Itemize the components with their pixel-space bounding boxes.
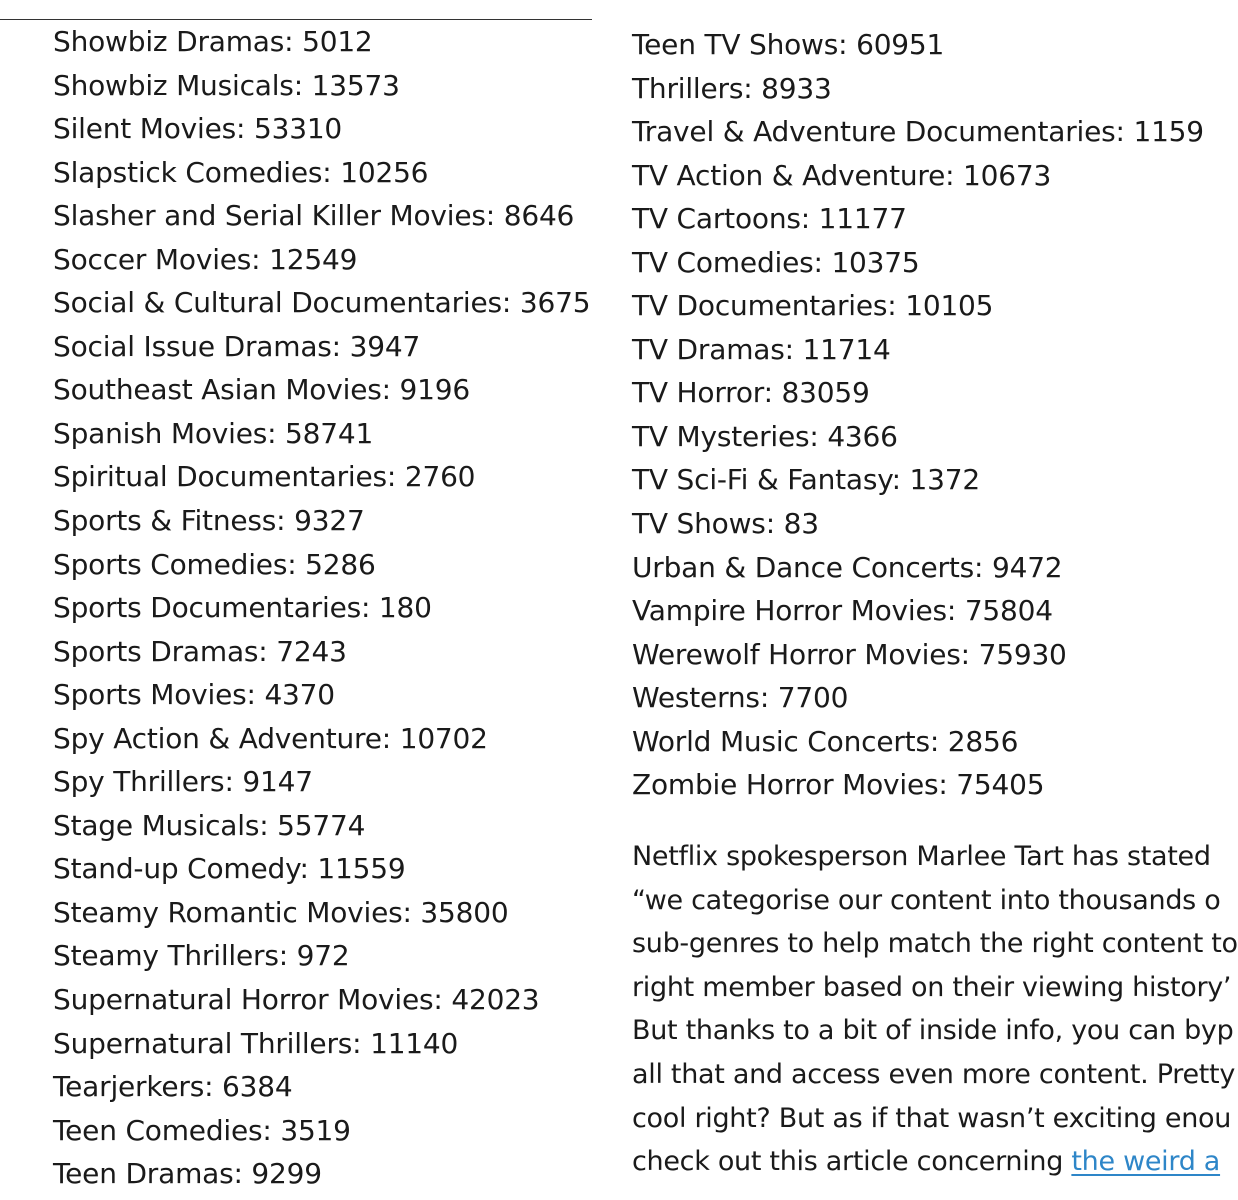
genre-list-item: Stage Musicals: 55774 [53,808,366,842]
genre-list-item: Southeast Asian Movies: 9196 [53,373,470,407]
paragraph-line: right member based on their viewing history’ [632,971,1232,1003]
article-link[interactable]: the weird a [1071,1146,1221,1178]
genre-list-item: Slapstick Comedies: 10256 [53,155,429,189]
paragraph-line: cool right? But as if that wasn’t exciting enou [632,1102,1232,1134]
genre-list-item: Social & Cultural Documentaries: 3675 [53,286,591,320]
genre-list-item: Zombie Horror Movies: 75405 [632,768,1045,802]
paragraph-line: all that and access even more content. Pretty [632,1058,1236,1090]
paragraph-last-line-text: check out this article concerning [632,1146,1072,1178]
genre-list-item: TV Sci-Fi & Fantasy: 1372 [632,463,980,497]
article-paragraph [632,835,1238,1185]
genre-list-item: Soccer Movies: 12549 [53,242,358,276]
genre-list-item: Spanish Movies: 58741 [53,416,374,450]
genre-list-item: Steamy Romantic Movies: 35800 [53,895,509,929]
genre-list-item: Supernatural Thrillers: 11140 [53,1026,459,1060]
genre-list-item: World Music Concerts: 2856 [632,724,1019,758]
paragraph-line: “we categorise our content into thousands o [632,884,1221,916]
genre-list-item: Travel & Adventure Documentaries: 1159 [632,115,1204,149]
genre-list-item: TV Documentaries: 10105 [632,289,994,323]
genre-list-item: TV Comedies: 10375 [632,245,920,279]
genre-list-item: Werewolf Horror Movies: 75930 [632,637,1067,671]
genre-list-item: Urban & Dance Concerts: 9472 [632,550,1063,584]
genre-list-item: Thrillers: 8933 [632,71,832,105]
genre-list-item: Spy Action & Adventure: 10702 [53,721,488,755]
genre-list-item: Spiritual Documentaries: 2760 [53,460,476,494]
genre-list-item: Teen TV Shows: 60951 [632,28,945,61]
paragraph-line: Netflix spokesperson Marlee Tart has stated [632,841,1211,872]
genre-list-item: Tearjerkers: 6384 [53,1070,293,1104]
paragraph-line: sub-genres to help match the right content to [632,928,1238,960]
genre-list-item: TV Horror: 83059 [632,376,870,410]
genre-list-item: Vampire Horror Movies: 75804 [632,594,1053,628]
genre-list-item: Sports Dramas: 7243 [53,634,347,668]
genre-list-item: Supernatural Horror Movies: 42023 [53,983,540,1017]
genre-list-left [53,20,598,1196]
genre-list-right [632,23,1204,807]
genre-list-item: Sports & Fitness: 9327 [53,504,365,538]
genre-list-item: Teen Comedies: 3519 [53,1113,351,1147]
paragraph-line: But thanks to a bit of inside info, you can byp [632,1015,1234,1047]
genre-list-item: TV Dramas: 11714 [632,332,891,366]
genre-list-item: Social Issue Dramas: 3947 [53,329,421,363]
genre-list-item: Steamy Thrillers: 972 [53,939,350,973]
genre-list-item: Showbiz Dramas: 5012 [53,25,373,58]
genre-list-item: TV Action & Adventure: 10673 [632,158,1052,192]
genre-list-item: Stand-up Comedy: 11559 [53,852,406,886]
genre-list-item: Spy Thrillers: 9147 [53,765,313,799]
genre-list-item: Sports Movies: 4370 [53,678,335,712]
genre-list-item: TV Shows: 83 [632,507,819,541]
genre-list-item: Teen Dramas: 9299 [53,1157,322,1191]
genre-list-item: Sports Comedies: 5286 [53,547,376,581]
genre-list-item: Showbiz Musicals: 13573 [53,68,400,102]
paragraph-last-line [632,1140,1221,1184]
genre-list-item: Silent Movies: 53310 [53,112,343,146]
genre-list-item: TV Mysteries: 4366 [632,419,898,453]
genre-list-item: TV Cartoons: 11177 [632,202,907,236]
genre-list-item: Westerns: 7700 [632,681,849,715]
genre-list-item: Sports Documentaries: 180 [53,591,432,625]
genre-list-item: Slasher and Serial Killer Movies: 8646 [53,199,575,233]
